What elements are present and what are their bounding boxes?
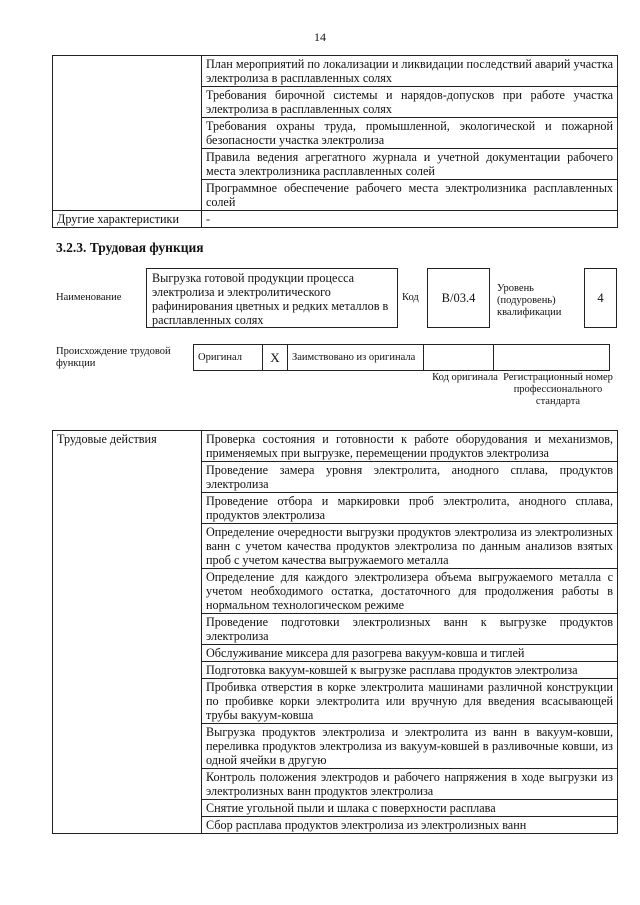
origin-label: Происхождение трудовой функции — [56, 346, 171, 369]
table-row — [53, 431, 618, 462]
table-cell: Обслуживание миксера для разогрева вакуум-ковша и тиглей — [202, 645, 618, 662]
code-label: Код — [402, 292, 419, 303]
table-cell: Требования бирочной системы и нарядов-допусков при работе участка электролиза в расплавленных солях — [202, 87, 618, 118]
qualification-level-box: 4 — [584, 268, 617, 328]
knowledge-table — [52, 55, 618, 228]
table-cell: Проведение подготовки электролизных ванн к выгрузке продуктов электролиза — [202, 614, 618, 645]
table-cell: Определение для каждого электролизера объема выгружаемого металла с учетом необходимого остатка, достаточного для продолжения работы в нормальном технологическом режиме — [202, 569, 618, 614]
table-row — [53, 211, 618, 228]
name-label: Наименование — [56, 292, 122, 303]
table-cell: Контроль положения электродов и рабочего напряжения в ходе выгрузки из электролизных ванн продуктов электролиза — [202, 769, 618, 800]
registration-number-caption: Регистрационный номер профессионального стандарта — [503, 372, 613, 407]
original-code-cell — [424, 345, 494, 371]
table-cell: Определение очередности выгрузки продуктов электролиза из электролизных ванн с учетом качества продуктов электролиза по данным анализов взятых проб с учетом качества выгружаемого металла — [202, 524, 618, 569]
table-row — [194, 345, 610, 371]
table-cell: Проведение отбора и маркировки проб электролита, анодного сплава, продуктов электролиза — [202, 493, 618, 524]
origin-table — [193, 344, 610, 371]
table-cell: Проверка состояния и готовности к работе оборудования и механизмов, применяемых при выгрузке, перемещении продуктов электролиза — [202, 431, 618, 462]
table-cell: Подготовка вакуум-ковшей к выгрузке расплава продуктов электролиза — [202, 662, 618, 679]
table-row — [53, 56, 618, 87]
registration-number-cell — [494, 345, 610, 371]
original-label: Оригинал — [194, 345, 263, 371]
row-label-empty — [53, 56, 202, 211]
original-mark: X — [263, 345, 288, 371]
table-cell: Правила ведения агрегатного журнала и учетной документации рабочего места электролизника расплавленных солей — [202, 149, 618, 180]
original-code-caption: Код оригинала — [432, 372, 498, 383]
function-name-box: Выгрузка готовой продукции процесса электролиза и электролитического рафинирования цветных и редких металлов в расплавленных солях — [146, 268, 398, 328]
borrowed-label: Заимствовано из оригинала — [288, 345, 424, 371]
other-characteristics-value: - — [202, 211, 618, 228]
other-characteristics-label: Другие характеристики — [53, 211, 202, 228]
table-cell: Программное обеспечение рабочего места электролизника расплавленных солей — [202, 180, 618, 211]
table-cell: Проведение замера уровня электролита, анодного сплава, продуктов электролиза — [202, 462, 618, 493]
table-cell: Пробивка отверстия в корке электролита машинами различной конструкции по пробивке корки электролита или вручную для введения всасывающей трубы вакуум-ковша — [202, 679, 618, 724]
labor-actions-table — [52, 430, 618, 834]
page-number: 14 — [314, 30, 326, 44]
labor-actions-label: Трудовые действия — [53, 431, 202, 834]
table-cell: Требования охраны труда, промышленной, экологической и пожарной безопасности участка электролиза — [202, 118, 618, 149]
table-cell: Сбор расплава продуктов электролиза из электролизных ванн — [202, 817, 618, 834]
table-cell: План мероприятий по локализации и ликвидации последствий аварий участка электролиза в расплавленных солях — [202, 56, 618, 87]
table-cell: Выгрузка продуктов электролиза и электролита из ванн в вакуум-ковши, переливка продуктов электролиза из вакуум-ковшей в разливочные ковши, из одной ячейки в другую — [202, 724, 618, 769]
section-heading: 3.2.3. Трудовая функция — [56, 240, 204, 255]
table-cell: Снятие угольной пыли и шлака с поверхности расплава — [202, 800, 618, 817]
function-code-box: B/03.4 — [427, 268, 490, 328]
level-label: Уровень (подуровень) квалификации — [497, 283, 562, 318]
